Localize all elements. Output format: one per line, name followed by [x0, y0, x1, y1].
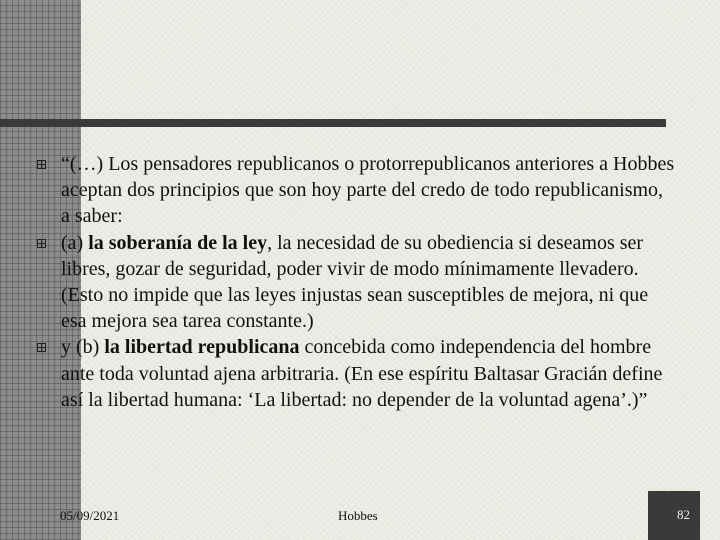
list-item [36, 151, 676, 230]
bullet-text: , la necesidad de su obediencia si deseamos ser libres, gozar de seguridad, poder vivir de modo mínimamente llevadero. (Esto no impide que las leyes injustas sean susceptibles de mejora, ni que esa mejora sea tarea constante.) [61, 231, 649, 333]
bullet-emphasis: la libertad republicana [104, 336, 300, 359]
footer-date: 05/09/2021 [60, 508, 120, 523]
bullet-icon [36, 238, 47, 249]
list-item [36, 230, 676, 335]
page-number-box [648, 491, 700, 540]
bullet-icon [36, 159, 47, 170]
bullet-icon [36, 342, 47, 353]
content-list [36, 151, 676, 413]
bullet-emphasis: la soberanía de la ley [88, 231, 268, 254]
bullet-prefix: (a) [61, 231, 89, 254]
page-number: 82 [677, 507, 690, 522]
bullet-text: concebida como independencia del hombre ante toda voluntad ajena arbitraria. (En ese espíritu Baltasar Gracián define así la libertad humana: ‘La libertad: no depender de la voluntad agena’.)” [61, 336, 663, 411]
list-item [36, 334, 676, 413]
footer-title: Hobbes [338, 508, 378, 523]
bullet-text: “(…) Los pensadores republicanos o protorrepublicanos anteriores a Hobbes aceptan dos principios que son hoy parte del credo de todo republicanismo, a saber: [61, 153, 675, 228]
title-divider [0, 119, 666, 127]
bullet-prefix: y (b) [61, 336, 105, 359]
